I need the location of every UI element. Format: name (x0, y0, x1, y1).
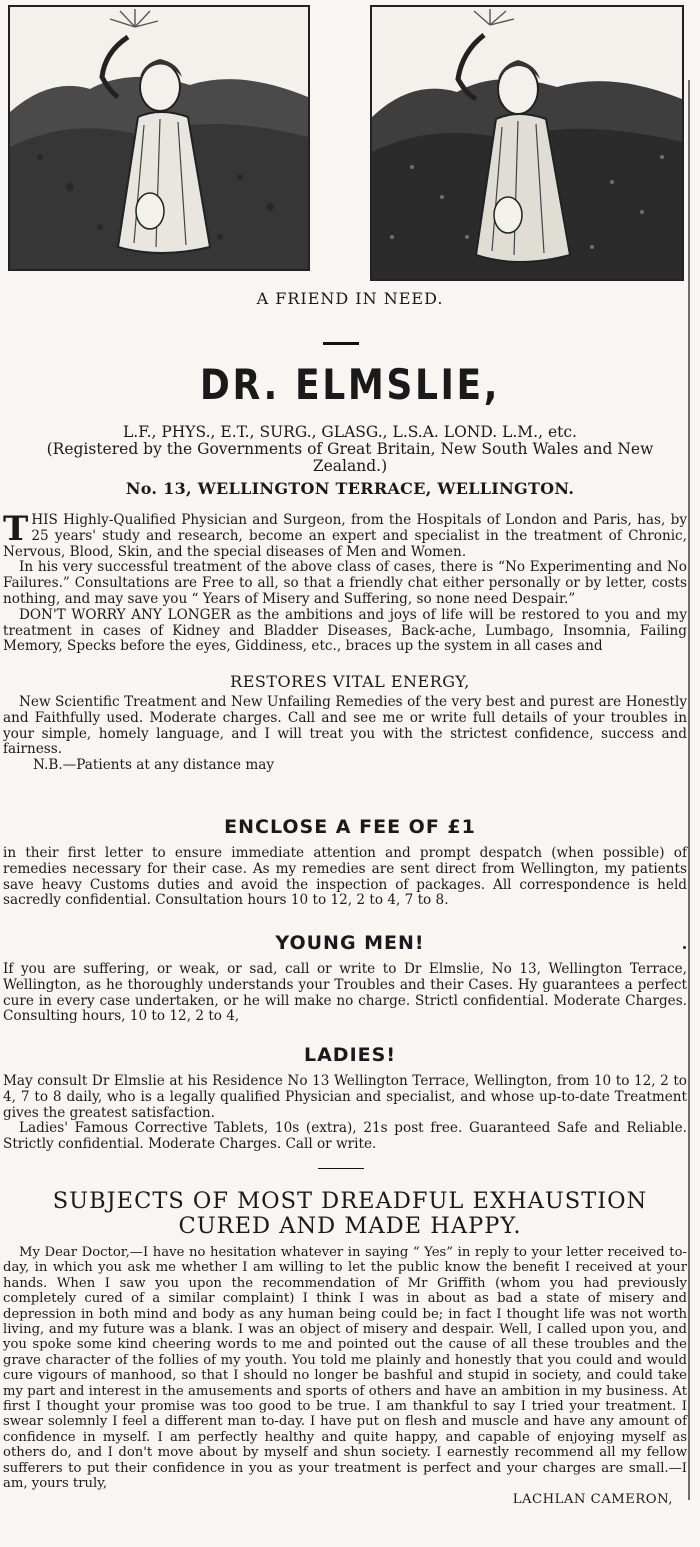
vital-energy-paragraph: New Scientific Treatment and New Unfailing Remedies of the very best and purest are Honestly and Faithfully used. Moderate charges. Call and see me or write full details of your troubles in your simple, homely language, and I will treat you with the strictest confidence, success and fairness. (3, 694, 687, 758)
page-title: DR. ELMSLIE, (199, 360, 501, 409)
testimonial-section (3, 1245, 687, 1507)
testimonial-heading (0, 1189, 700, 1239)
ladies-heading: LADIES! (304, 1044, 396, 1066)
divider (318, 1168, 364, 1169)
fee-heading: ENCLOSE A FEE OF £1 (224, 816, 476, 838)
stray-mark (683, 946, 686, 949)
caption: A FRIEND IN NEED. (256, 289, 444, 308)
intro-paragraph-2: In his very successful treatment of the above class of cases, there is “No Experimenting and No Failures.” Consultations are Free to all, so that a friendly chat either personally or by letter, costs nothing, and may save you “ Years of Misery and Suffering, so none need Despair.” (3, 559, 687, 607)
fee-paragraph: in their first letter to ensure immediate attention and prompt despatch (when possible) of remedies necessary for their case. As my remedies are sent direct from Wellington, my patients save heavy Customs duties and avoid the inspection of packages. All correspondence is held sacredly confidential. Consultation hours 10 to 12, 2 to 4, 7 to 8. (3, 845, 687, 909)
testimonial-heading-line-1: SUBJECTS OF MOST DREADFUL EXHAUSTION (52, 1188, 648, 1214)
young-men-paragraph: If you are suffering, or weak, or sad, call or write to Dr Elmslie, No 13, Wellington Terrace, Wellington, as he thoroughly understands your Troubles and their Cases. Hy guarantees a perfect cure in every case undertaken, or he will make no charge. Strictl confidential. Moderate Charges. Consulting hours, 10 to 12, 2 to 4, (3, 961, 687, 1025)
vital-energy-section (3, 695, 687, 774)
address: No. 13, WELLINGTON TERRACE, WELLINGTON. (125, 479, 575, 498)
fee-section (3, 846, 687, 909)
divider (323, 342, 359, 345)
woman-with-lamp-illustration-left (8, 5, 310, 271)
ladies-section (3, 1074, 687, 1153)
intro-paragraph-1: HIS Highly-Qualified Physician and Surgeon, from the Hospitals of London and Paris, has, by 25 years' study and research, become an expert and specialist in the treatment of Chronic, Nervous, Blood, Skin, and the special diseases of Men and Women. (3, 512, 687, 560)
nb-note: N.B.—Patients at any distance may (33, 757, 275, 774)
testimonial-letter: My Dear Doctor,—I have no hesitation whatever in saying “ Yes” in reply to your letter received to-day, in which you ask me whether I am willing to let the public know the benefit I received at your hands. When I saw you upon the recommendation of Mr Griffith (whom you had previously completely cured of a similar complaint) I think I was in about as bad a state of misery and depression in both mind and body as any human being could be; in fact I thought life was not worth living, and my future was a blank. I was an object of misery and despair. Well, I called upon you, and you spoke some kind cheering words to me and pointed out the cause of all these troubles and the grave character of the follies of my youth. You told me plainly and honestly that you could and would cure vigours of manhood, so that I should no longer be bashful and stupid in society, and could take my part and interest in the amusements and sports of others and have an ambition in my business. At first I thought your promise was too good to be true. I am thankful to say I tried your treatment. I swear solemnly I feel a different man to-day. I have put on flesh and muscle and have any amount of confidence in myself. I am perfectly healthy and quite happy, and capable of enjoying myself as others do, and I don't move about by myself and shun society. I earnestly recommend all my fellow sufferers to put their confidence in you as your treatment is perfect and your charges are small.—I am, yours truly, (3, 1245, 687, 1492)
testimonial-signature: LACHLAN CAMERON, (512, 1491, 673, 1507)
intro-section (3, 509, 687, 655)
woman-illustration-icon (10, 7, 308, 269)
intro-paragraph-3: DON'T WORRY ANY LONGER as the ambitions and joys of life will be restored to you and my treatment in cases of Kidney and Bladder Diseases, Back-ache, Lumbago, Insomnia, Failing Memory, Specks before the eyes, Giddiness, etc., braces up the system in all cases and (3, 606, 687, 655)
dropcap: T (3, 509, 29, 549)
vital-energy-heading: RESTORES VITAL ENERGY, (230, 672, 470, 691)
young-men-section (3, 962, 687, 1025)
ladies-paragraph-2: Ladies' Famous Corrective Tablets, 10s (extra), 21s post free. Guaranteed Safe and Reliable. Strictly confidential. Moderate Charges. Call or write. (3, 1120, 687, 1153)
young-men-heading: YOUNG MEN! (275, 932, 425, 954)
testimonial-heading-line-2: CURED AND MADE HAPPY. (178, 1213, 522, 1239)
ladies-paragraph-1: May consult Dr Elmslie at his Residence No 13 Wellington Terrace, Wellington, from 10 to 12, 2 to 4, 7 to 8 daily, who is a legally qualified Physician and specialist, and whose up-to-date Treatment gives the greatest satisfaction. (3, 1073, 687, 1121)
qualifications-block (20, 424, 680, 475)
woman-with-lamp-illustration-right (370, 5, 684, 281)
qualifications: L.F., PHYS., E.T., SURG., GLASG., L.S.A. LOND. L.M., etc. (123, 423, 577, 441)
woman-illustration-icon (372, 7, 682, 279)
registration: (Registered by the Governments of Great Britain, New South Wales and New Zealand.) (46, 440, 654, 475)
